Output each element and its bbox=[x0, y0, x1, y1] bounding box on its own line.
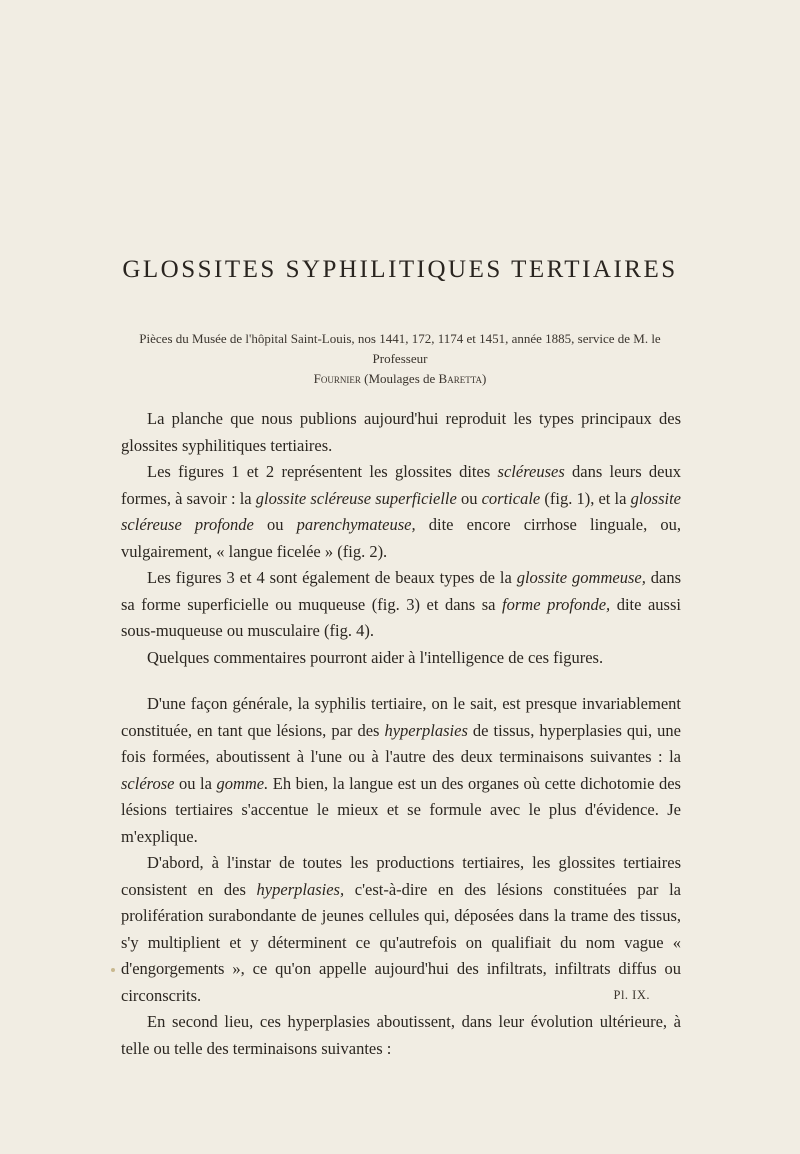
paragraph-5 bbox=[121, 691, 681, 850]
p6-italic-1: hyperplasies, bbox=[256, 879, 345, 899]
paragraph-1: La planche que nous publions aujourd'hui reproduit les types principaux des glossites syphilitiques tertiaires. bbox=[121, 409, 681, 455]
p3-text-b: dans sa forme superficielle ou muqueuse (fig. 3) et dans sa bbox=[121, 568, 681, 614]
p3-italic-1: glossite gommeuse, bbox=[516, 568, 646, 587]
paragraph-7: En second lieu, ces hyperplasies aboutissent, dans leur évolution ultérieure, à telle ou telle des terminaisons suivantes : bbox=[121, 1012, 681, 1058]
subtitle bbox=[120, 329, 680, 389]
body-text bbox=[121, 406, 681, 1062]
p2-text-e: ou bbox=[253, 515, 297, 534]
p2-text-c: ou bbox=[456, 488, 482, 508]
p2-italic-2: glossite scléreuse superficielle bbox=[255, 488, 457, 508]
page-title: GLOSSITES SYPHILITIQUES TERTIAIRES bbox=[122, 256, 678, 283]
subtitle-author: Fournier bbox=[313, 371, 361, 386]
subtitle-moulage-artist: Baretta bbox=[438, 371, 482, 386]
p2-text-f: dite encore cirrhose linguale, ou, vulgairement, « langue ficelée » (fig. 2). bbox=[121, 515, 682, 561]
subtitle-line-1: Pièces du Musée de l'hôpital Saint-Louis, nos 1441, 172, 1174 et 1451, année 1885, service de M. le Professeur bbox=[139, 331, 661, 366]
p3-text-a: Les figures 3 et 4 sont également de beaux types de la bbox=[147, 568, 517, 587]
p5-text-a: D'une façon générale, la syphilis tertiaire, on le sait, est presque invariablement constituée, en tant que lésions, par des bbox=[121, 694, 681, 740]
p2-text-a: Les figures 1 et 2 représentent les glossites dites bbox=[147, 462, 498, 481]
p3-italic-2: forme profonde, bbox=[502, 594, 611, 614]
subtitle-end: ) bbox=[481, 371, 487, 386]
paragraph-3 bbox=[121, 565, 681, 645]
p2-italic-5: parenchymateuse, bbox=[296, 515, 416, 534]
p5-italic-3: gomme. bbox=[216, 773, 269, 793]
p2-italic-1: scléreuses bbox=[497, 462, 565, 481]
paragraph-4: Quelques commentaires pourront aider à l'intelligence de ces figures. bbox=[147, 647, 604, 667]
subtitle-mid: (Moulages de bbox=[360, 371, 439, 386]
p3-text-c: dite aussi sous-muqueuse ou musculaire (fig. 4). bbox=[121, 594, 681, 640]
p5-italic-1: hyperplasies bbox=[384, 720, 468, 740]
p2-text-b: dans leurs deux formes, à savoir : la bbox=[121, 462, 681, 508]
p2-italic-3: corticale bbox=[481, 488, 541, 508]
paragraph-2 bbox=[121, 459, 681, 565]
plate-label: Pl. IX. bbox=[613, 988, 650, 1002]
paragraph-6 bbox=[121, 850, 681, 1009]
p5-text-c: ou la bbox=[174, 773, 217, 793]
p5-text-d: Eh bien, la langue est un des organes où cette dichotomie des lésions tertiaires s'accentue le mieux et se formule avec le plus d'évidence. Je m'explique. bbox=[121, 773, 681, 846]
p5-text-b: de tissus, hyperplasies qui, une fois formées, aboutissent à l'une ou à l'autre des deux terminaisons suivantes : la bbox=[121, 720, 681, 766]
p2-text-d: (fig. 1), et la bbox=[540, 488, 631, 508]
p6-text-b: c'est-à-dire en des lésions constituées par la prolifération surabondante de jeunes cellules qui, déposées dans la trame des tissus, s'y multiplient et y déterminent ce qu'autrefois on qualifiait du nom vague « d'engorgements », ce qu'on appelle aujourd'hui des infiltrats, infiltrats diffus ou circonscrits. bbox=[121, 879, 681, 1005]
p2-italic-4: glossite scléreuse profonde bbox=[121, 488, 681, 534]
p6-text-a: D'abord, à l'instar de toutes les productions tertiaires, les glossites tertiaires consistent en des bbox=[121, 853, 681, 899]
ink-speck bbox=[111, 968, 115, 972]
p5-italic-2: sclérose bbox=[121, 773, 175, 793]
